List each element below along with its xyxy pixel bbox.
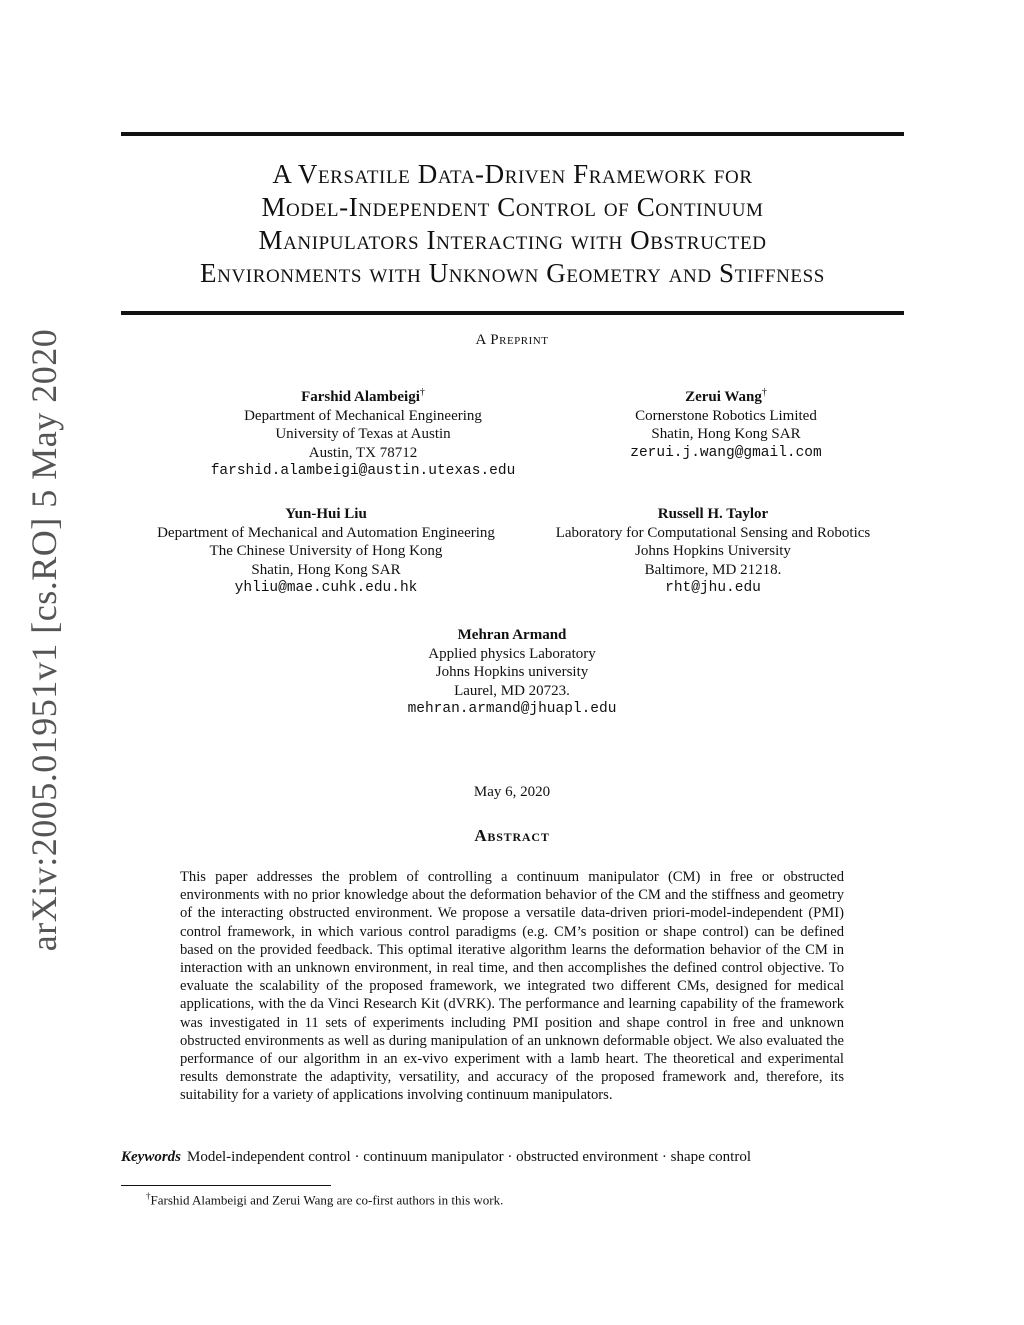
author-block-armand bbox=[312, 626, 712, 719]
author-name-text: Zerui Wang bbox=[685, 389, 762, 405]
author-email[interactable]: mehran.armand@jhuapl.edu bbox=[407, 701, 617, 717]
keywords-label: Keywords bbox=[121, 1149, 181, 1165]
title-top-rule bbox=[121, 132, 904, 136]
footnote bbox=[146, 1191, 503, 1208]
author-block-liu bbox=[126, 505, 526, 598]
abstract-body: This paper addresses the problem of controlling a continuum manipulator (CM) in free or obstructed environments with no prior knowledge about the deformation behavior of the CM and the stiffness and geometry of the interacting obstructed environment. We propose a versatile data-driven priori-model-independent (PMI) control framework, in which various control paradigms (e.g. CM’s position or shape control) can be defined based on the provided feedback. This optimal iterative algorithm learns the deformation behavior of the CM in interaction with an unknown environment, in real time, and then accomplishes the defined control objective. To evaluate the scalability of the proposed framework, we integrated two different CMs, designed for medical applications, with the da Vinci Research Kit (dVRK). The performance and learning capability of the framework was investigated in 11 sets of experiments including PMI position and shape control in free and unknown obstructed environments as well as during manipulation of an unknown deformable object. We also evaluated the performance of our algorithm in an ex-vivo experiment with a lamb heart. The theoretical and experimental results demonstrate the adaptivity, versatility, and accuracy of the proposed framework and, therefore, its suitability for a variety of applications involving continuum manipulators. bbox=[180, 869, 844, 1104]
author-email[interactable]: zerui.j.wang@gmail.com bbox=[630, 444, 822, 461]
author-name-text: Farshid Alambeigi bbox=[301, 389, 420, 405]
dagger-mark: † bbox=[146, 1191, 151, 1201]
author-affiliation: Laboratory for Computational Sensing and Robotics bbox=[555, 524, 871, 541]
footnote-text: Farshid Alambeigi and Zerui Wang are co-first authors in this work. bbox=[150, 1192, 504, 1208]
preprint-label: A Preprint bbox=[475, 332, 549, 348]
author-affiliation: Applied physics Laboratory bbox=[428, 645, 596, 662]
title-bottom-rule bbox=[121, 311, 904, 315]
footnote-rule bbox=[121, 1185, 331, 1186]
keywords-line bbox=[121, 1149, 751, 1166]
keywords-text: Model-independent control · continuum manipulator · obstructed environment · shape control bbox=[187, 1149, 752, 1165]
author-email[interactable]: yhliu@mae.cuhk.edu.hk bbox=[234, 580, 418, 596]
dagger-mark: † bbox=[761, 387, 767, 398]
author-affiliation: Laurel, MD 20723. bbox=[454, 682, 570, 699]
author-email[interactable]: farshid.alambeigi@austin.utexas.edu bbox=[210, 463, 516, 479]
title-line: Model-Independent Control of Continuum bbox=[261, 192, 764, 222]
author-block-taylor bbox=[513, 505, 913, 598]
author-affiliation: University of Texas at Austin bbox=[275, 426, 451, 442]
author-affiliation: The Chinese University of Hong Kong bbox=[209, 543, 443, 559]
title-line: Manipulators Interacting with Obstructed bbox=[258, 225, 767, 255]
author-name bbox=[526, 384, 926, 407]
dagger-mark: † bbox=[419, 387, 425, 398]
author-name: Mehran Armand bbox=[457, 627, 567, 643]
author-email[interactable]: rht@jhu.edu bbox=[665, 580, 761, 596]
title-line: A Versatile Data-Driven Framework for bbox=[272, 159, 753, 189]
author-name bbox=[163, 384, 563, 407]
author-block-wang bbox=[526, 384, 926, 462]
abstract-heading: Abstract bbox=[474, 826, 550, 845]
author-affiliation: Shatin, Hong Kong SAR bbox=[251, 561, 401, 578]
author-affiliation: Baltimore, MD 21218. bbox=[644, 561, 782, 578]
author-affiliation: Shatin, Hong Kong SAR bbox=[651, 426, 801, 442]
paper-title bbox=[121, 158, 904, 290]
author-block-alambeigi bbox=[163, 384, 563, 481]
arxiv-identifier: arXiv:2005.01951v1 [cs.RO] 5 May 2020 bbox=[24, 328, 64, 952]
author-affiliation: Johns Hopkins university bbox=[435, 664, 589, 680]
title-line: Environments with Unknown Geometry and Stiffness bbox=[200, 258, 825, 288]
publication-date: May 6, 2020 bbox=[473, 784, 551, 800]
author-affiliation: Cornerstone Robotics Limited bbox=[635, 407, 817, 424]
author-affiliation: Department of Mechanical Engineering bbox=[244, 407, 482, 424]
author-name: Russell H. Taylor bbox=[657, 506, 769, 522]
author-affiliation: Austin, TX 78712 bbox=[308, 444, 418, 461]
author-affiliation: Johns Hopkins University bbox=[635, 543, 791, 559]
author-name: Yun-Hui Liu bbox=[285, 506, 367, 522]
author-affiliation: Department of Mechanical and Automation Engineering bbox=[157, 524, 495, 541]
